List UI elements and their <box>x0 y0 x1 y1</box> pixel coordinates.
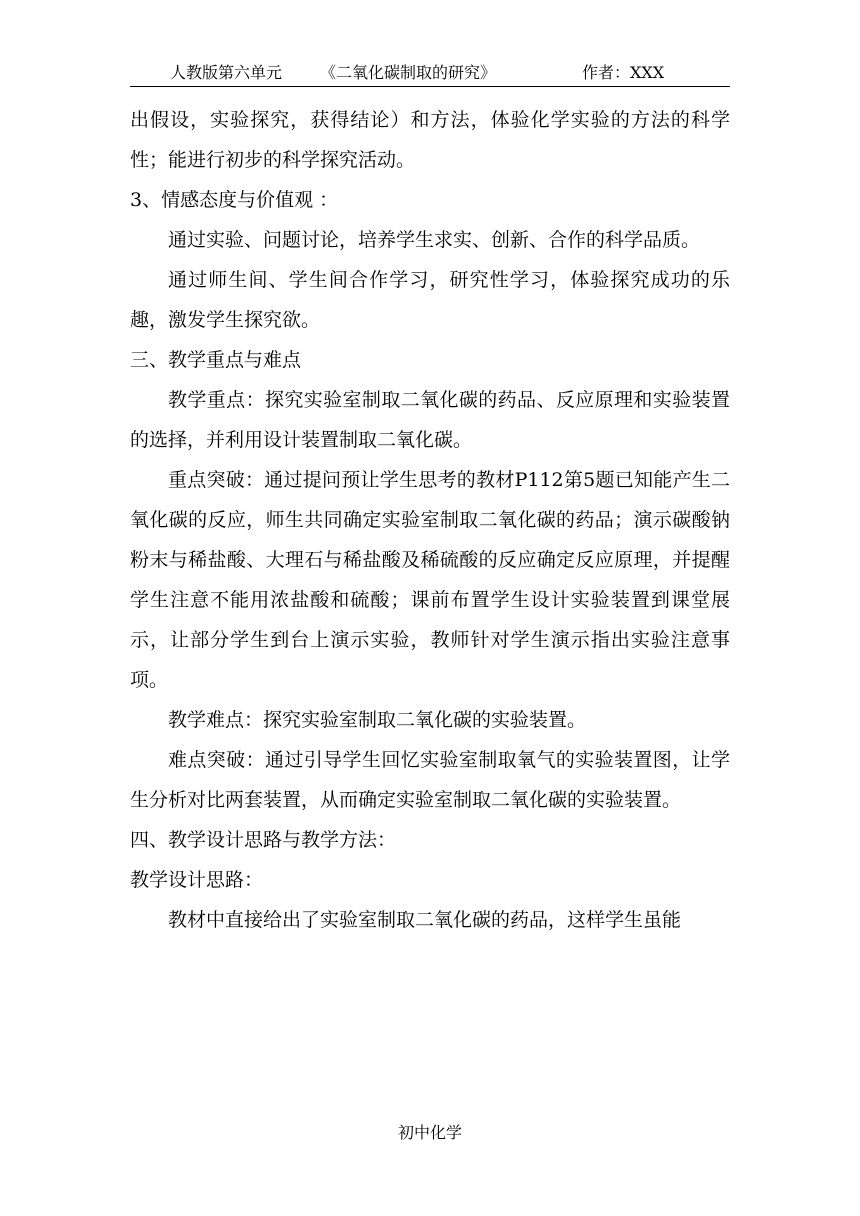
paragraph: 重点突破：通过提问预让学生思考的教材P112第5题已知能产生二氧化碳的反应，师生共同确定实验室制取二氧化碳的药品；演示碳酸钠粉末与稀盐酸、大理石与稀盐酸及稀硫酸的反应确定反应原理，并提醒学生注意不能用浓盐酸和硫酸；课前布置学生设计实验装置到课堂展示，让部分学生到台上演示实验，教师针对学生演示指出实验注意事项。 <box>130 469 730 691</box>
paragraph: 通过师生间、学生间合作学习，研究性学习，体验探究成功的乐趣，激发学生探究欲。 <box>130 269 730 331</box>
paragraph: 教学重点：探究实验室制取二氧化碳的药品、反应原理和实验装置的选择，并利用设计装置制取二氧化碳。 <box>130 389 730 451</box>
subheading-attitude: 3、情感态度与价值观 ： <box>130 189 339 211</box>
section-heading-design: 四、教学设计思路与教学方法： <box>130 829 397 851</box>
paragraph: 教学难点：探究实验室制取二氧化碳的实验装置。 <box>168 709 587 731</box>
header-unit: 人教版第六单元 <box>170 63 283 82</box>
section-heading-key-points: 三、教学重点与难点 <box>130 349 302 371</box>
paragraph: 教材中直接给出了实验室制取二氧化碳的药品，这样学生虽能 <box>168 909 682 931</box>
paragraph-continuation: 出假设，实验探究，获得结论）和方法，体验化学实验的方法的科学性；能进行初步的科学探究活动。 <box>130 109 730 171</box>
document-body <box>130 100 730 940</box>
header-author: 作者：XXX <box>582 63 665 82</box>
paragraph: 难点突破：通过引导学生回忆实验室制取氧气的实验装置图，让学生分析对比两套装置，从而确定实验室制取二氧化碳的实验装置。 <box>130 749 730 811</box>
header-title: 《二氧化碳制取的研究》 <box>320 63 497 82</box>
page-header <box>130 62 730 87</box>
paragraph: 通过实验、问题讨论，培养学生求实、创新、合作的科学品质。 <box>168 229 701 251</box>
page-footer: 初中化学 <box>397 1123 462 1142</box>
subheading-design-idea: 教学设计思路： <box>130 869 264 891</box>
